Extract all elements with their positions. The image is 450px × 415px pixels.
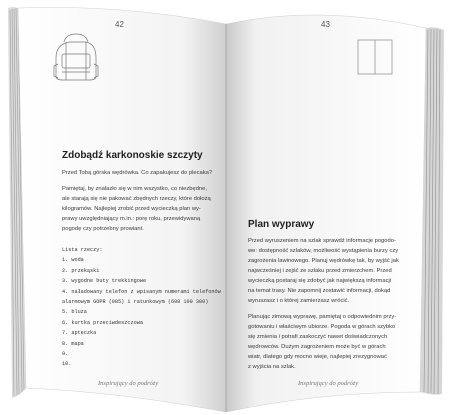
right-para1-line-6: na temat trasy. Nie zapomnij zostawić informacji, dokąd xyxy=(248,288,391,294)
right-para1-line-1: Przed wyruszeniem na szlak sprawdź informacje pogodo- xyxy=(248,238,396,244)
right-para2-line-2: gotowaniu i właściwym ubiorze. Pogoda w górach szybko xyxy=(248,324,396,330)
right-para2-line-6: z wyjścia na szlak. xyxy=(248,364,296,370)
right-page-number: 43 xyxy=(321,20,330,29)
list-item: 7. apteczka xyxy=(62,330,97,337)
left-body-line-1: Pamiętaj, by znalazło się w nim wszystko, co niezbędne, xyxy=(62,186,207,192)
list-item: 8. mapa xyxy=(62,340,84,347)
left-body-line-2: ale starają się nie pakować zbędnych rzeczy, które dołożą xyxy=(62,196,211,202)
right-para1-line-2: we: dostępność szlaków, możliwość wystąpienia burzy czy xyxy=(248,248,399,254)
list-item: 3. wygodne buty trekkingowe xyxy=(62,278,147,285)
left-page-footer: Inspirujący do podróży xyxy=(98,380,159,387)
right-para2-line-3: się zmienia i potrafi zaskoczyć nawet doświadczonych xyxy=(248,334,388,340)
right-page-heading: Plan wyprawy xyxy=(248,219,315,230)
right-page-footer: Inspirujący do podróży xyxy=(298,380,359,387)
left-body-line-5: pogodę czy potrzebny prowiant. xyxy=(62,226,144,232)
list-item: 6. kurtka przeciwdeszczowa xyxy=(62,319,143,326)
left-body-line-4: prawy uwzględniający m.in.: porę roku, przewidywaną xyxy=(62,216,201,222)
right-para1-line-7: wyruszasz i o której zamierzasz wrócić. xyxy=(248,298,350,304)
right-para2-line-1: Planując zimową wyprawę, pamiętaj o odpowiednim przy- xyxy=(248,314,397,320)
left-body-line-3: kilogramów. Najlepiej zrobić przed wycieczką plan wy- xyxy=(62,206,201,212)
list-item: 5. bluza xyxy=(62,309,87,316)
left-page-number: 42 xyxy=(115,20,124,29)
right-para1-line-4: najwcześniej i zejść ze szlaku przed zmierzchem. Przed xyxy=(248,268,392,274)
list-item: 10. xyxy=(62,361,72,368)
list-item: alarmowym GOPR (985) i ratunkowym (608 100 300) xyxy=(62,299,209,306)
right-para1-line-3: zagrożenia lawinowego. Planuj wędrówkę tak, by wyjść jak xyxy=(248,258,399,264)
list-item: 4. naładowany telefon z wpisanym numerami telefonów xyxy=(62,288,221,295)
packing-list-title: Lista rzeczy: xyxy=(62,247,103,253)
list-item: 2. przekąski xyxy=(62,267,100,274)
right-para2-line-4: wędrowców. Dużym zagrożeniem może być w górach xyxy=(248,344,386,350)
left-page-heading: Zdobądź karkonoskie szczyty xyxy=(62,150,203,161)
left-page-intro: Przed Tobą górska wędrówka. Co zapakujesz do plecaka? xyxy=(62,170,213,176)
right-para2-line-5: wiatr, dlatego gdy mocno wieje, najlepiej zrezygnować xyxy=(248,354,387,360)
list-item: 1. woda xyxy=(62,257,84,264)
right-para1-line-5: wycieczką postaraj się zdobyć jak największą informacji xyxy=(248,278,392,284)
list-item: 9. xyxy=(62,351,69,358)
packing-list xyxy=(62,245,221,370)
